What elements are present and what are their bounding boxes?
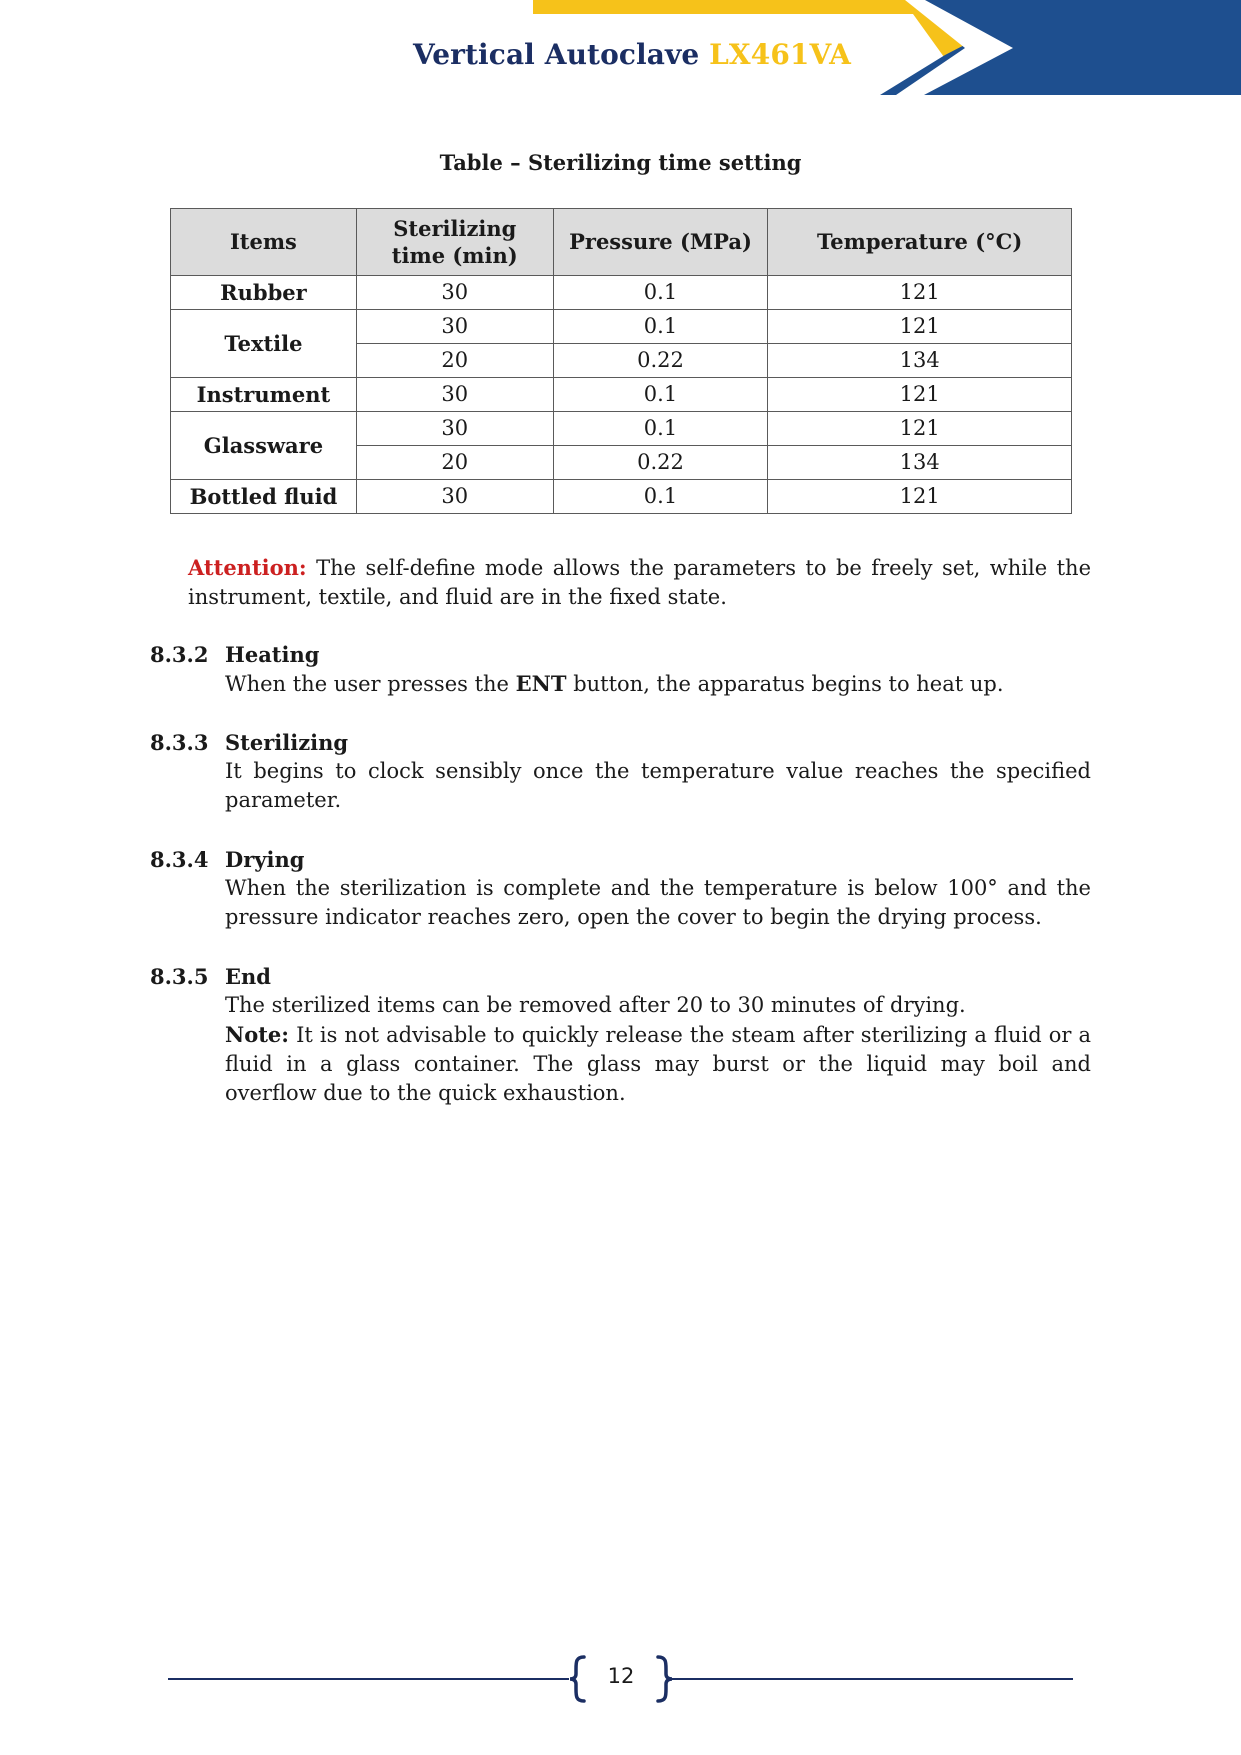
pressure-cell: 0.1 bbox=[553, 310, 768, 344]
heating-text-post: button, the apparatus begins to heat up. bbox=[566, 672, 1004, 696]
page-number: 12 bbox=[607, 1664, 635, 1688]
pressure-cell: 0.1 bbox=[553, 276, 768, 310]
left-brace bbox=[570, 1657, 584, 1701]
section-number: 8.3.5 bbox=[150, 964, 209, 989]
header-time-line2: time (min) bbox=[391, 243, 518, 268]
table-row bbox=[171, 378, 1072, 412]
item-cell: Instrument bbox=[171, 378, 357, 412]
title-model: LX461VA bbox=[709, 38, 851, 71]
temperature-cell: 121 bbox=[768, 378, 1072, 412]
pressure-cell: 0.1 bbox=[553, 412, 768, 446]
temperature-cell: 121 bbox=[768, 412, 1072, 446]
temperature-cell: 121 bbox=[768, 276, 1072, 310]
sterilizing-time-table bbox=[170, 208, 1072, 514]
temperature-cell: 121 bbox=[768, 310, 1072, 344]
section-body-drying: When the sterilization is complete and the temperature is below 100° and the pressure indicator reaches zero, open the cover to begin the drying process. bbox=[225, 876, 1091, 929]
time-cell: 20 bbox=[356, 344, 553, 378]
header-time-line1: Sterilizing bbox=[393, 215, 517, 241]
pressure-cell: 0.1 bbox=[553, 480, 768, 514]
section-number: 8.3.3 bbox=[150, 730, 209, 755]
pressure-cell: 0.22 bbox=[553, 446, 768, 480]
table-row bbox=[171, 412, 1072, 446]
section-number: 8.3.4 bbox=[150, 847, 209, 872]
table-row bbox=[171, 480, 1072, 514]
pressure-cell: 0.1 bbox=[553, 378, 768, 412]
header-pressure: Pressure (MPa) bbox=[553, 209, 768, 276]
table-caption: Table – Sterilizing time setting bbox=[439, 150, 802, 175]
end-text: The sterilized items can be removed after 20 to 30 minutes of drying. bbox=[225, 993, 966, 1017]
item-cell: Textile bbox=[171, 310, 357, 378]
table-row bbox=[171, 276, 1072, 310]
attention-paragraph bbox=[188, 553, 1091, 612]
title-main: Vertical Autoclave bbox=[413, 38, 700, 71]
note-label: Note: bbox=[225, 1022, 290, 1047]
header-items: Items bbox=[171, 209, 357, 276]
attention-text: The self-define mode allows the parameters to be freely set, while the instrument, textile, and fluid are in the fixed state. bbox=[188, 556, 1091, 609]
right-brace bbox=[658, 1657, 672, 1701]
item-cell: Rubber bbox=[171, 276, 357, 310]
section-body-sterilizing: It begins to clock sensibly once the temperature value reaches the specified parameter. bbox=[225, 759, 1091, 812]
section-body-heating bbox=[225, 669, 1091, 699]
ent-button-label: ENT bbox=[515, 671, 567, 696]
footer-rule-right bbox=[668, 1678, 1073, 1680]
time-cell: 30 bbox=[356, 310, 553, 344]
header-temperature: Temperature (°C) bbox=[768, 209, 1072, 276]
note-text: It is not advisable to quickly release the steam after sterilizing a fluid or a fluid in a glass container. The glass may burst or the liquid may boil and overflow due to the quick exhaustion. bbox=[225, 1023, 1091, 1105]
time-cell: 30 bbox=[356, 276, 553, 310]
attention-label: Attention: bbox=[188, 555, 307, 580]
time-cell: 30 bbox=[356, 480, 553, 514]
item-cell: Glassware bbox=[171, 412, 357, 480]
table-row bbox=[171, 310, 1072, 344]
document-title bbox=[413, 38, 851, 71]
item-cell: Bottled fluid bbox=[171, 480, 357, 514]
section-title-heating: Heating bbox=[225, 642, 320, 667]
time-cell: 20 bbox=[356, 446, 553, 480]
temperature-cell: 134 bbox=[768, 344, 1072, 378]
time-cell: 30 bbox=[356, 378, 553, 412]
header-sterilizing-time bbox=[356, 209, 553, 276]
section-number: 8.3.2 bbox=[150, 642, 209, 667]
section-title-drying: Drying bbox=[225, 847, 305, 872]
heating-text-pre: When the user presses the bbox=[225, 672, 516, 696]
section-body-end bbox=[225, 991, 1091, 1108]
section-title-end: End bbox=[225, 964, 271, 989]
temperature-cell: 121 bbox=[768, 480, 1072, 514]
footer-rule-left bbox=[168, 1678, 569, 1680]
pressure-cell: 0.22 bbox=[553, 344, 768, 378]
section-title-sterilizing: Sterilizing bbox=[225, 730, 349, 755]
time-cell: 30 bbox=[356, 412, 553, 446]
table-header-row bbox=[171, 209, 1072, 276]
temperature-cell: 134 bbox=[768, 446, 1072, 480]
